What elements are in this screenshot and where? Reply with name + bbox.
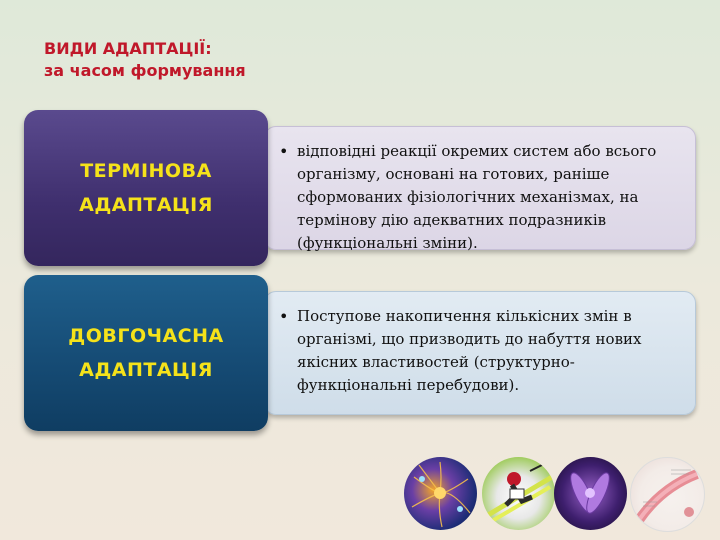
- skier-image: [482, 457, 555, 530]
- urgent-adaptation-label-line-2: АДАПТАЦІЯ: [79, 194, 213, 216]
- urgent-adaptation-description: • відповідні реакції окремих систем або всього організму, основані на готових, раніше сформованих фізіологічних механізмах, на термінову дію адекватних подразників (функціональні зміни).: [279, 140, 677, 255]
- neurons-image: [404, 457, 477, 530]
- long-term-adaptation-label-line-2: АДАПТАЦІЯ: [79, 359, 213, 381]
- illustration-strip: [404, 457, 708, 533]
- tissue-diagram-image: [630, 457, 705, 532]
- long-term-adaptation-description: • Поступове накопичення кількісних змін в організмі, що призводить до набуття нових якісних властивостей (структурно-функціональні перебудови).: [279, 305, 677, 397]
- title-line-2: за часом формування: [44, 61, 246, 80]
- long-term-adaptation-description-box: [264, 291, 696, 415]
- urgent-adaptation-label-line-1: ТЕРМІНОВА: [80, 160, 212, 182]
- urgent-adaptation-label: [24, 110, 268, 266]
- title-line-1: ВИДИ АДАПТАЦІЇ:: [44, 39, 212, 58]
- chromosome-image: [554, 457, 627, 530]
- long-term-adaptation-label: [24, 275, 268, 431]
- urgent-adaptation-description-box: [264, 126, 696, 250]
- long-term-adaptation-label-line-1: ДОВГОЧАСНА: [68, 325, 224, 347]
- long-term-adaptation-row: [24, 275, 700, 431]
- urgent-adaptation-row: [24, 110, 700, 266]
- slide-title: [44, 38, 246, 82]
